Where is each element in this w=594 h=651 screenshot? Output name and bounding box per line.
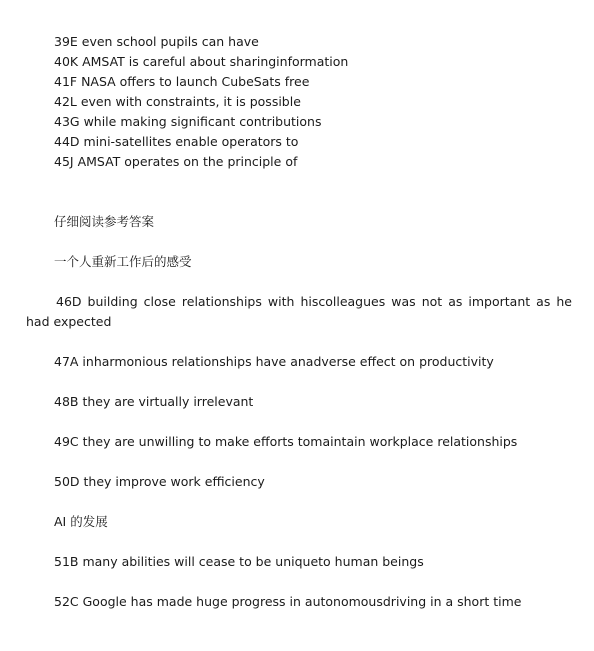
answer-line-41: 41F NASA offers to launch CubeSats free — [54, 74, 310, 89]
answer-line-45: 45J AMSAT operates on the principle of — [54, 154, 298, 169]
answer-line-48: 48B they are virtually irrelevant — [54, 394, 254, 409]
answer-line-47: 47A inharmonious relationships have anadverse effect on productivity — [54, 354, 494, 369]
answer-line-39: 39E even school pupils can have — [54, 34, 259, 49]
answer-line-42: 42L even with constraints, it is possible — [54, 94, 301, 109]
answer-line-43: 43G while making significant contributions — [54, 114, 322, 129]
section-title: 仔细阅读参考答案 — [54, 214, 155, 229]
answer-line-46: 46D building close relationships with hiscolleagues was not as important as he had expected — [26, 294, 572, 329]
answer-line-40: 40K AMSAT is careful about sharinginformation — [54, 54, 349, 69]
passage-title-2: AI 的发展 — [54, 514, 108, 529]
answer-line-50: 50D they improve work efficiency — [54, 474, 265, 489]
answer-line-52: 52C Google has made huge progress in autonomousdriving in a short time — [54, 594, 522, 609]
answer-line-49: 49C they are unwilling to make efforts tomaintain workplace relationships — [54, 434, 518, 449]
passage-title-1: 一个人重新工作后的感受 — [54, 254, 192, 269]
answer-line-44: 44D mini-satellites enable operators to — [54, 134, 299, 149]
answer-line-51: 51B many abilities will cease to be uniqueto human beings — [54, 554, 424, 569]
